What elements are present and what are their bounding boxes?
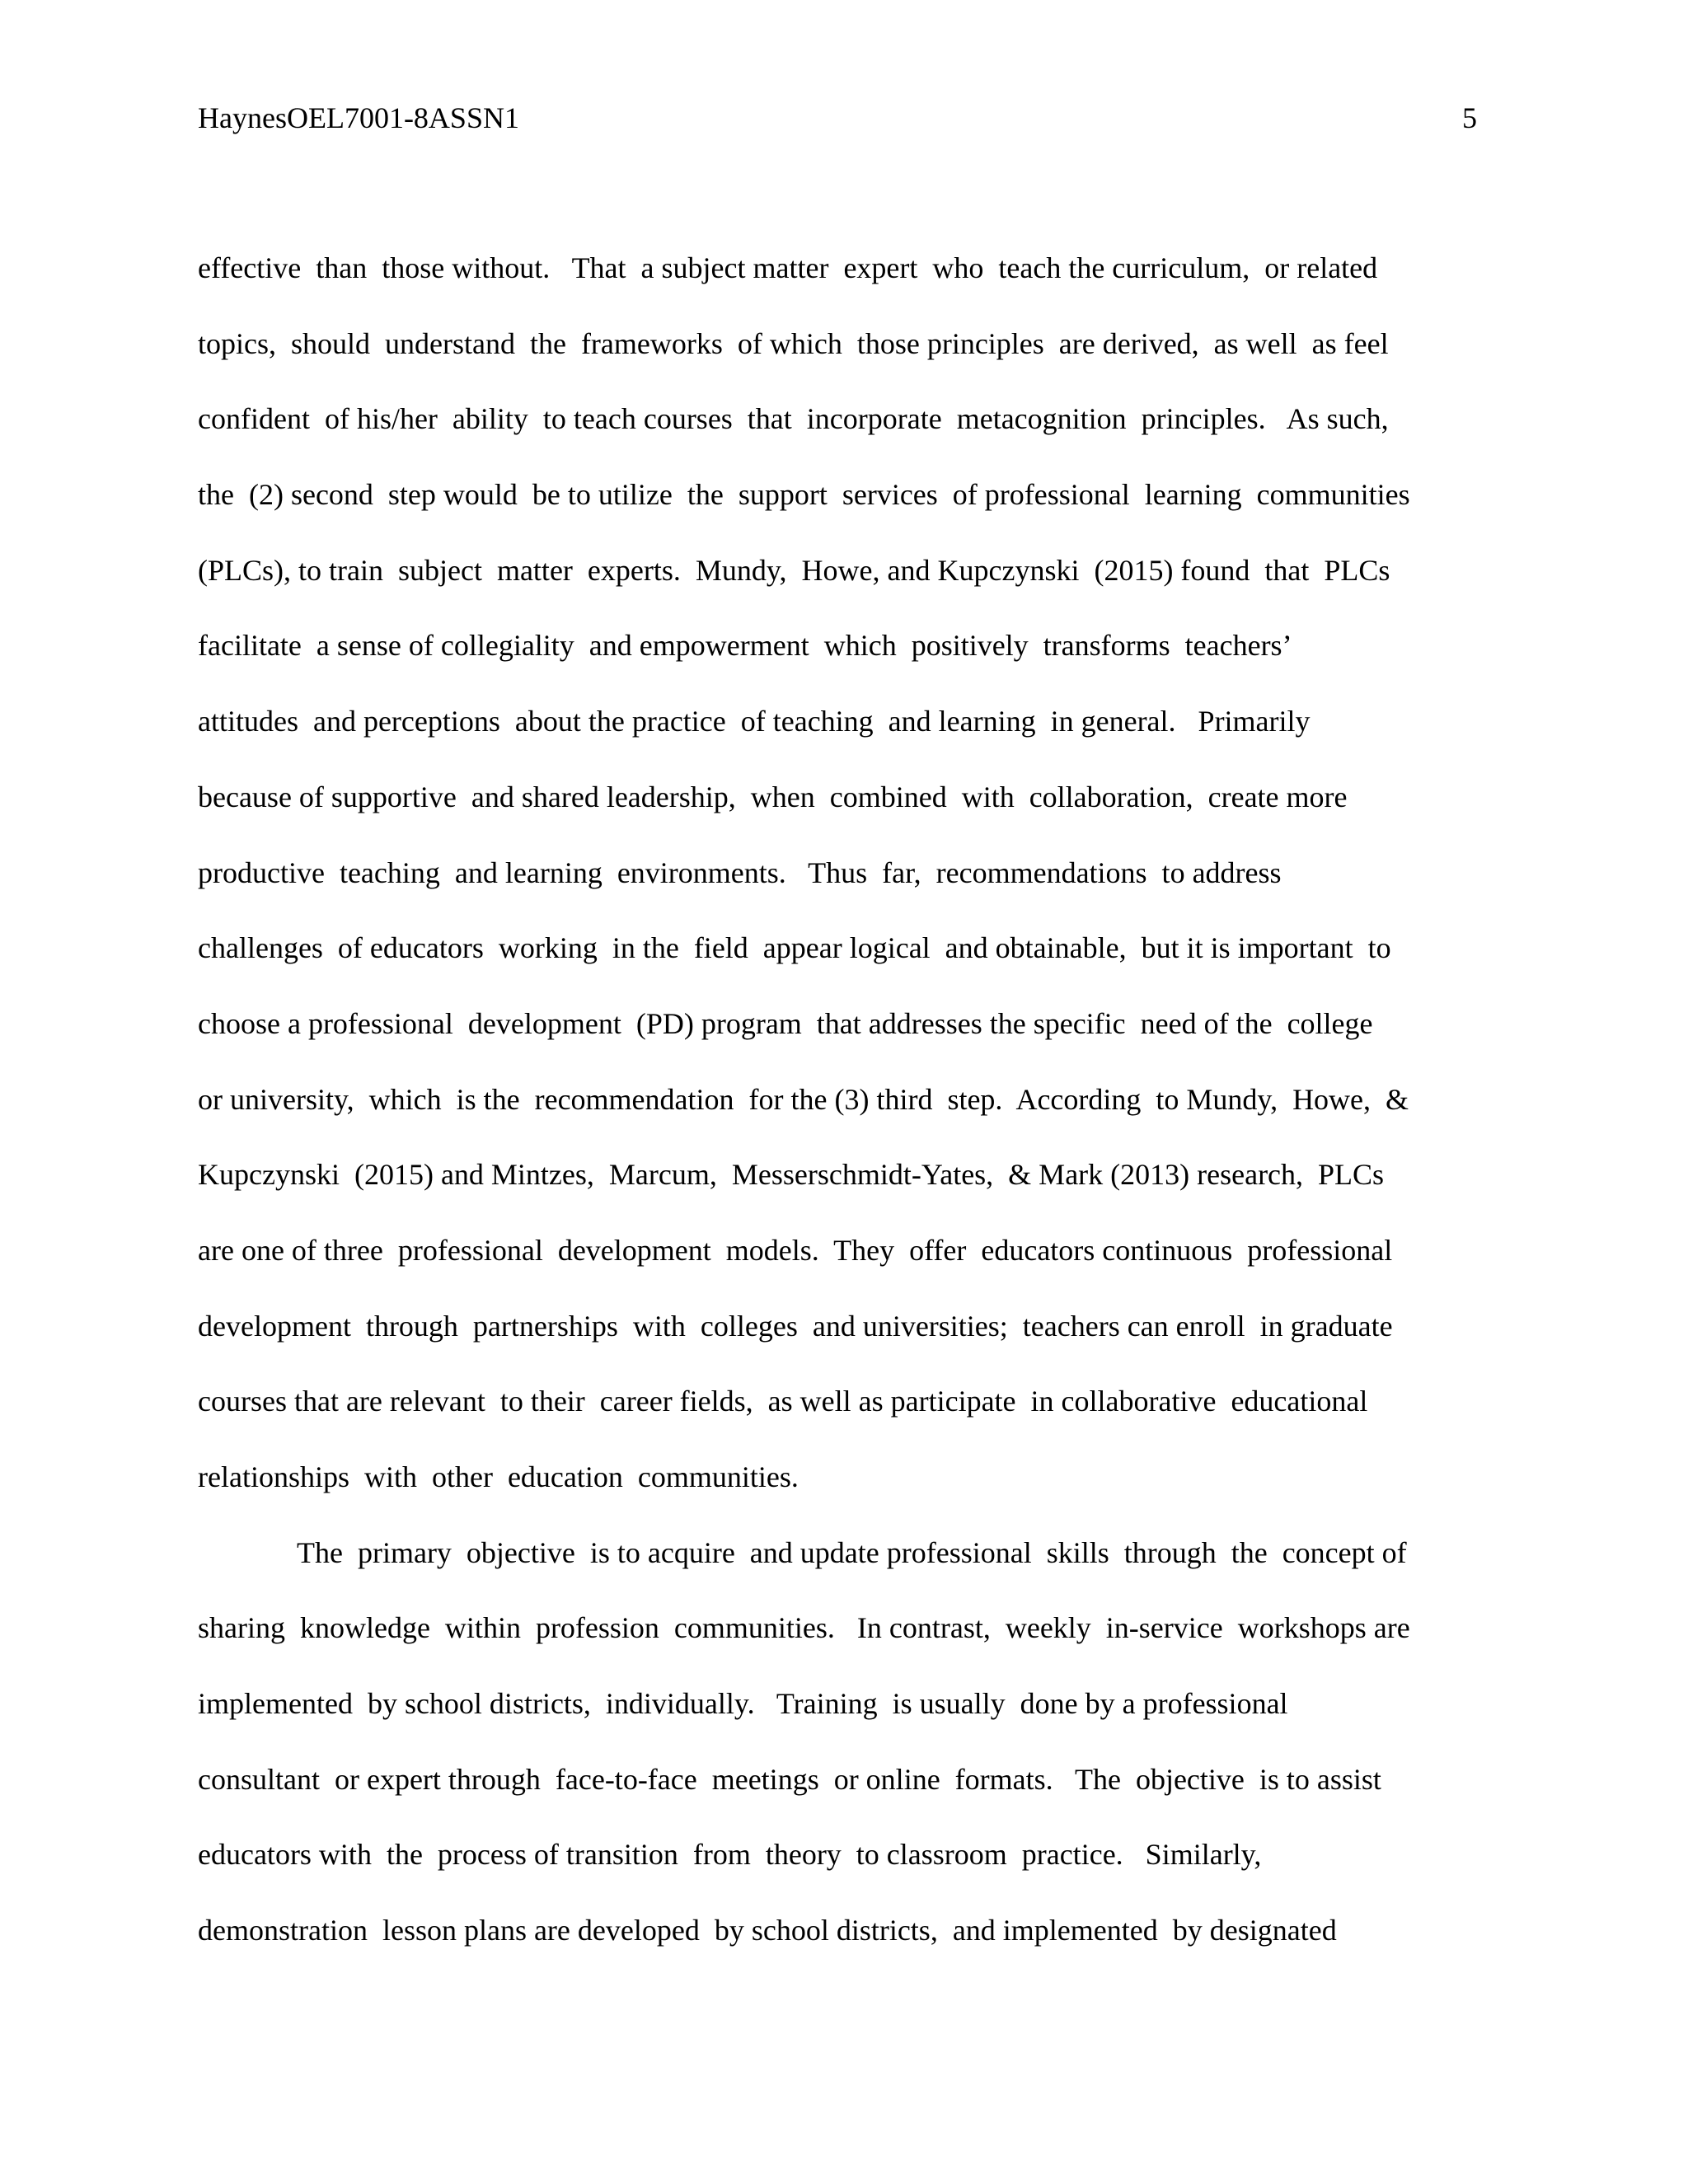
text-line: or university, which is the recommendation for the (3) third step. According to Mundy, Howe, & [198, 1082, 1409, 1116]
running-head-title: HaynesOEL7001-8ASSN1 [198, 101, 519, 134]
text-line: because of supportive and shared leadership, when combined with collaboration, create more [198, 780, 1348, 813]
paragraph-first-line: The primary objective is to acquire and update professional skills through the concept of [297, 1535, 1407, 1569]
text-line: are one of three professional development models. They offer educators continuous professional [198, 1233, 1393, 1267]
text-line: choose a professional development (PD) program that addresses the specific need of the college [198, 1006, 1373, 1040]
text-line: demonstration lesson plans are developed by school districts, and implemented by designated [198, 1914, 1337, 1947]
text-line: challenges of educators working in the field appear logical and obtainable, but it is important to [198, 931, 1391, 965]
text-line: attitudes and perceptions about the practice of teaching and learning in general. Primarily [198, 705, 1311, 738]
text-line: (PLCs), to train subject matter experts. Mundy, Howe, and Kupczynski (2015) found that PLCs [198, 553, 1390, 587]
text-line: implemented by school districts, individually. Training is usually done by a professional [198, 1687, 1288, 1721]
text-line: productive teaching and learning environments. Thus far, recommendations to address [198, 855, 1282, 889]
text-line: effective than those without. That a subject matter expert who teach the curriculum, or related [198, 251, 1378, 284]
text-line: consultant or expert through face-to-face meetings or online formats. The objective is to assist [198, 1762, 1381, 1796]
text-line: courses that are relevant to their career fields, as well as participate in collaborative educational [198, 1385, 1368, 1418]
text-line: development through partnerships with colleges and universities; teachers can enroll in graduate [198, 1309, 1393, 1343]
text-line: educators with the process of transition from theory to classroom practice. Similarly, [198, 1838, 1262, 1872]
body-text [198, 247, 1484, 1985]
text-line: topics, should understand the frameworks of which those principles are derived, as well as feel [198, 326, 1389, 360]
text-line: Kupczynski (2015) and Mintzes, Marcum, Messerschmidt-Yates, & Mark (2013) research, PLCs [198, 1158, 1385, 1192]
text-line: the (2) second step would be to utilize the support services of professional learning communities [198, 478, 1410, 512]
text-line: facilitate a sense of collegiality and empowerment which positively transforms teachers’ [198, 629, 1292, 663]
page-number: 5 [1462, 101, 1477, 134]
running-head [198, 97, 1477, 138]
text-line: sharing knowledge within profession communities. In contrast, weekly in-service workshops are [198, 1611, 1410, 1645]
text-line: relationships with other education communities. [198, 1460, 799, 1493]
text-line: confident of his/her ability to teach courses that incorporate metacognition principles. As such, [198, 402, 1389, 436]
